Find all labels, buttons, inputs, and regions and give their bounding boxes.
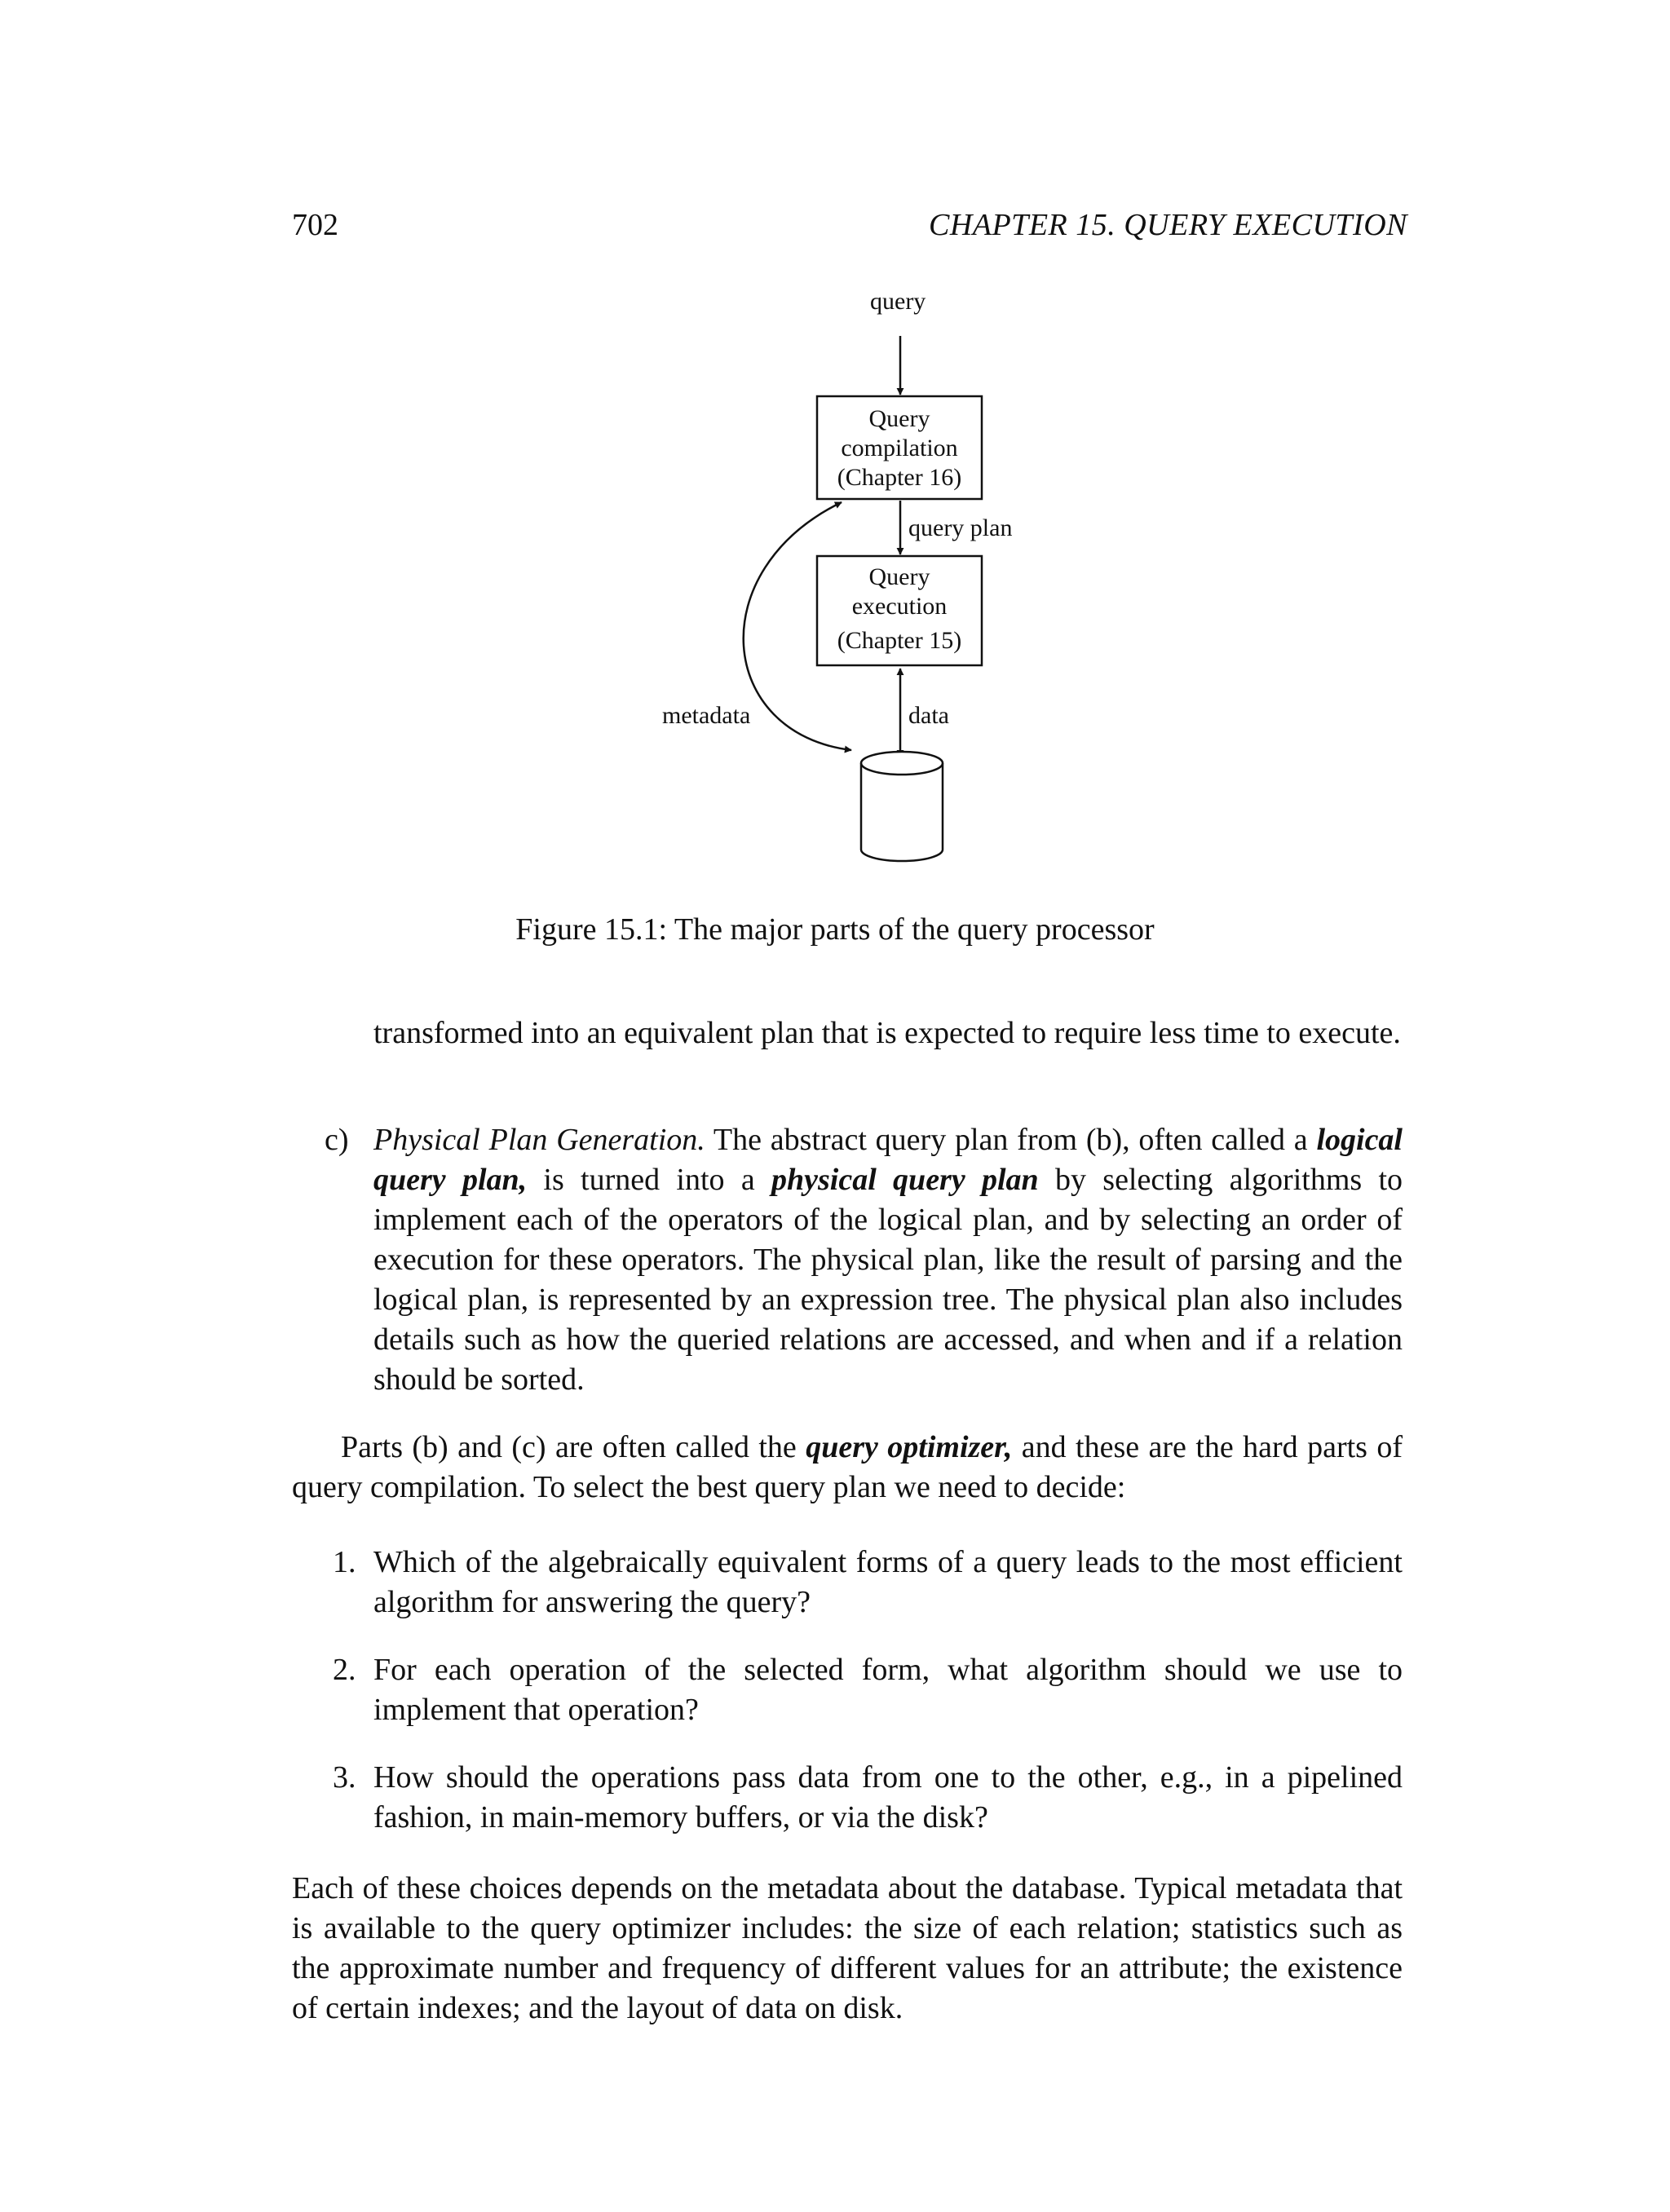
item-c-label: c) [325,1123,349,1157]
execution-line-2: execution [851,593,948,620]
question-2-text: For each operation of the selected form, what algorithm should we use to implement that operation? [373,1653,1403,1727]
query-processor-figure [0,0,1670,995]
figure-diagram [0,0,1670,995]
page-number: 702 [292,208,338,242]
metadata-label: metadata [662,702,751,729]
execution-line-3: (Chapter 15) [837,627,962,654]
item-c-text-2: is turned into a [527,1163,771,1197]
execution-line-1: Query [868,563,930,590]
query-plan-label: query plan [908,514,1013,541]
query-optimizer-term: query optimizer, [806,1430,1013,1464]
item-c-title: Physical Plan Generation. [373,1123,705,1157]
optimizer-text-2: and these are the hard parts of query compilation. To select the best query plan we need to decide: [292,1430,1403,1504]
physical-query-plan-term: physical query plan [771,1163,1039,1197]
question-2-label: 2. [333,1653,356,1687]
question-1-label: 1. [333,1545,356,1579]
compilation-line-1: Query [868,405,930,432]
logical-query-plan-term: logical query plan, [373,1123,1403,1197]
figure-caption: Figure 15.1: The major parts of the query processor [515,912,1155,947]
optimizer-paragraph [292,1428,1403,1508]
question-3-label: 3. [333,1760,356,1795]
continuation-paragraph: transformed into an equivalent plan that is expected to require less time to execute. [373,1016,1401,1050]
item-c-text-3: by selecting algorithms to implement each of the operators of the logical plan, and by selecting an order of execution for these operators. The physical plan, like the result of parsing and the logical plan, is represented by an expression tree. The physical plan also includes details such as how the queried relations are accessed, and when and if a relation should be sorted. [373,1163,1403,1397]
data-label: data [908,702,949,729]
item-c-paragraph [373,1120,1403,1400]
metadata-paragraph: Each of these choices depends on the metadata about the database. Typical metadata that is available to the query optimizer includes: the size of each relation; statistics such as the approximate number and frequency of different values for an attribute; the existence of certain indexes; and the layout of data on disk. [292,1871,1403,2025]
disk-icon [861,752,943,861]
question-1-text: Which of the algebraically equivalent forms of a query leads to the most efficient algorithm for answering the query? [373,1545,1403,1619]
item-c-text-1: The abstract query plan from (b), often called a [705,1123,1317,1157]
running-head: CHAPTER 15. QUERY EXECUTION [928,208,1407,242]
execution-box-text [818,563,981,656]
question-3-text: How should the operations pass data from one to the other, e.g., in a pipelined fashion, in main-memory buffers, or via the disk? [373,1760,1403,1835]
compilation-line-3: (Chapter 16) [837,464,962,491]
optimizer-text-1: Parts (b) and (c) are often called the [341,1430,806,1464]
query-input-label: query [870,288,926,315]
compilation-box-text [818,404,981,492]
compilation-line-2: compilation [841,435,958,461]
